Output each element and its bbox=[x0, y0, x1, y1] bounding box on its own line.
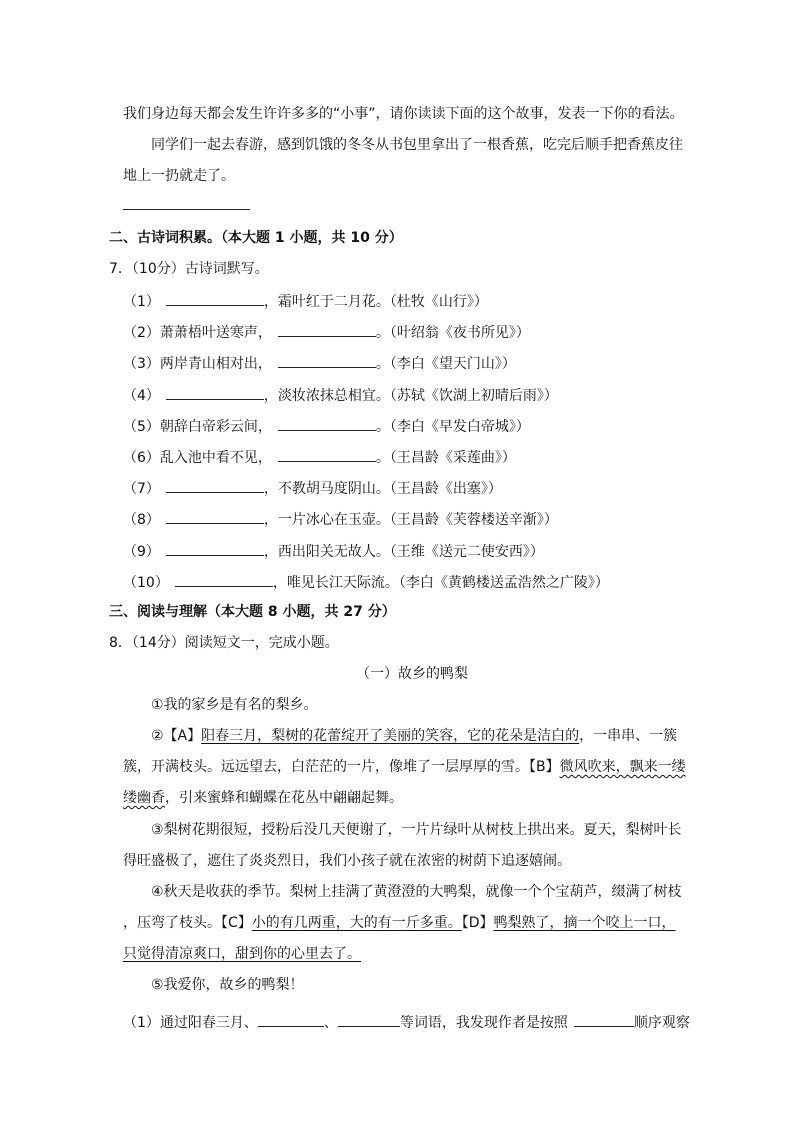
paragraph-4-line-3 bbox=[123, 944, 361, 964]
answer-line bbox=[123, 209, 250, 210]
q1-blank-1[interactable] bbox=[258, 1012, 324, 1027]
poem-after-text: ，西出阳关无故人。（王维《送元二使安西》） bbox=[263, 544, 544, 560]
paragraph-3-line-1: ③梨树花期很短，授粉后没几天便谢了，一片片绿叶从树枝上拱出来。夏天，梨树叶长 bbox=[151, 822, 682, 838]
poem-blank[interactable] bbox=[166, 291, 264, 306]
poem-given-text: 两岸青山相对出， bbox=[159, 356, 272, 372]
poem-line bbox=[123, 541, 544, 562]
poem-given-text: 萧萧梧叶送寒声， bbox=[159, 325, 272, 341]
p4-line2-start: ，压弯了枝头。【C】 bbox=[123, 915, 252, 931]
poem-after-text: ，一片冰心在玉壶。（王昌龄《芙蓉楼送辛渐》） bbox=[263, 512, 558, 528]
q1-blank-3[interactable] bbox=[574, 1012, 634, 1027]
poem-blank[interactable] bbox=[278, 416, 376, 431]
poem-after-text: ，唯见长江天际流。（李白《黄鹤楼送孟浩然之广陵》） bbox=[272, 575, 609, 591]
q1-start: （1）通过阳春三月、 bbox=[123, 1015, 258, 1031]
paragraph-5: ⑤我爱你，故乡的鸭梨！ bbox=[151, 977, 304, 993]
poem-after-text: 。（王昌龄《采莲曲》） bbox=[375, 450, 516, 466]
poem-line bbox=[123, 572, 609, 593]
paragraph-4-line-2 bbox=[123, 913, 676, 933]
poem-line bbox=[123, 385, 558, 406]
question-1 bbox=[123, 1012, 690, 1033]
poem-number: （2） bbox=[123, 325, 160, 341]
poem-after-text: ，不教胡马度阴山。（王昌龄《出塞》） bbox=[263, 481, 502, 497]
label-d: 【D】 bbox=[461, 915, 494, 931]
poem-blank[interactable] bbox=[278, 322, 376, 337]
intro-prompt: 我们身边每天都会发生许许多多的“小事”，请你读读下面的这个故事，发表一下你的看法。 bbox=[123, 106, 684, 122]
poem-after-text: 。（李白《望天门山》） bbox=[375, 356, 516, 372]
label-a: ②【A】 bbox=[151, 728, 202, 744]
paragraph-2-line-2 bbox=[123, 757, 686, 777]
poem-blank[interactable] bbox=[278, 353, 376, 368]
sentence-d-part-1: 鸭梨熟了，摘一个咬上一口， bbox=[493, 915, 676, 931]
q1-sep: 、 bbox=[323, 1015, 338, 1031]
poem-number: （7） bbox=[123, 481, 160, 497]
poem-number: （8） bbox=[123, 512, 160, 528]
poem-line bbox=[123, 416, 530, 437]
paragraph-2-line-3 bbox=[123, 788, 403, 808]
q1-blank-2[interactable] bbox=[338, 1012, 400, 1027]
paragraph-1: ①我的家乡是有名的梨乡。 bbox=[151, 697, 318, 713]
q8-title: 8．（14分）阅读短文一，完成小题。 bbox=[109, 635, 339, 651]
story-line-1: 同学们一起去春游，感到饥饿的冬冬从书包里拿出了一根香蕉，吃完后顺手把香蕉皮往 bbox=[151, 137, 683, 153]
section2-heading: 二、古诗词积累。（本大题 1 小题，共 10 分） bbox=[109, 230, 403, 246]
poem-blank[interactable] bbox=[166, 385, 264, 400]
poem-after-text: 。（李白《早发白帝城》） bbox=[375, 419, 530, 435]
poem-blank[interactable] bbox=[166, 478, 264, 493]
poem-number: （1） bbox=[123, 294, 160, 310]
q7-title: 7．（10分）古诗词默写。 bbox=[109, 261, 269, 277]
poem-blank[interactable] bbox=[166, 509, 264, 524]
sentence-b-part-1: 微风吹来，飘来一缕 bbox=[559, 759, 686, 775]
sentence-d-part-2: 只觉得清凉爽口，甜到你的心里去了。 bbox=[123, 946, 361, 962]
sentence-c: 小的有几两重，大的有一斤多重。 bbox=[251, 915, 462, 931]
poem-line bbox=[123, 478, 502, 499]
paragraph-2-line-1 bbox=[151, 726, 677, 746]
poem-after-text: 。（叶绍翁《夜书所见》） bbox=[375, 325, 530, 341]
passage-title: （一）故乡的鸭梨 bbox=[356, 666, 468, 682]
story-line-2: 地上一扔就走了。 bbox=[123, 168, 235, 184]
p2-line2-start: 簇，开满枝头。远远望去，白茫茫的一片，像堆了一层厚厚的雪。【B】 bbox=[123, 759, 560, 775]
poem-after-text: ，淡妆浓抹总相宜。（苏轼《饮湖上初晴后雨》） bbox=[263, 388, 558, 404]
poem-given-text: 乱入池中看不见， bbox=[159, 450, 272, 466]
poem-number: （6） bbox=[123, 450, 160, 466]
poem-number: （3） bbox=[123, 356, 160, 372]
poem-after-text: ，霜叶红于二月花。（杜牧《山行》） bbox=[263, 294, 488, 310]
section3-heading: 三、阅读与理解（本大题 8 小题，共 27 分） bbox=[109, 604, 396, 620]
poem-blank[interactable] bbox=[166, 541, 264, 556]
p2-rest-1: ，一串串、一簇 bbox=[579, 728, 678, 744]
poem-blank[interactable] bbox=[175, 572, 273, 587]
poem-number: （9） bbox=[123, 544, 160, 560]
poem-line bbox=[123, 322, 530, 343]
poem-line bbox=[123, 353, 516, 374]
paragraph-4-line-1: ④秋天是收获的季节。梨树上挂满了黄澄澄的大鸭梨，就像一个个宝葫芦，缀满了树枝 bbox=[151, 884, 682, 900]
poem-line bbox=[123, 447, 516, 468]
poem-number: （10） bbox=[123, 575, 169, 591]
q1-end: 顺序观察 bbox=[633, 1015, 690, 1031]
q1-mid: 等词语，我发现作者是按照 bbox=[399, 1015, 568, 1031]
poem-number: （4） bbox=[123, 388, 160, 404]
poem-line bbox=[123, 291, 488, 312]
poem-number: （5） bbox=[123, 419, 160, 435]
poem-line bbox=[123, 509, 558, 530]
sentence-b-part-2: 缕幽香 bbox=[123, 790, 165, 806]
p2-line3-rest: ，引来蜜蜂和蝴蝶在花丛中翩翩起舞。 bbox=[165, 790, 403, 806]
paragraph-3-line-2: 得旺盛极了，遮住了炎炎烈日，我们小孩子就在浓密的树荫下追逐嬉闹。 bbox=[123, 853, 571, 869]
poem-given-text: 朝辞白帝彩云间， bbox=[159, 419, 272, 435]
sentence-a: 阳春三月，梨树的花蕾绽开了美丽的笑容，它的花朵是洁白的 bbox=[201, 728, 580, 744]
poem-blank[interactable] bbox=[278, 447, 376, 462]
